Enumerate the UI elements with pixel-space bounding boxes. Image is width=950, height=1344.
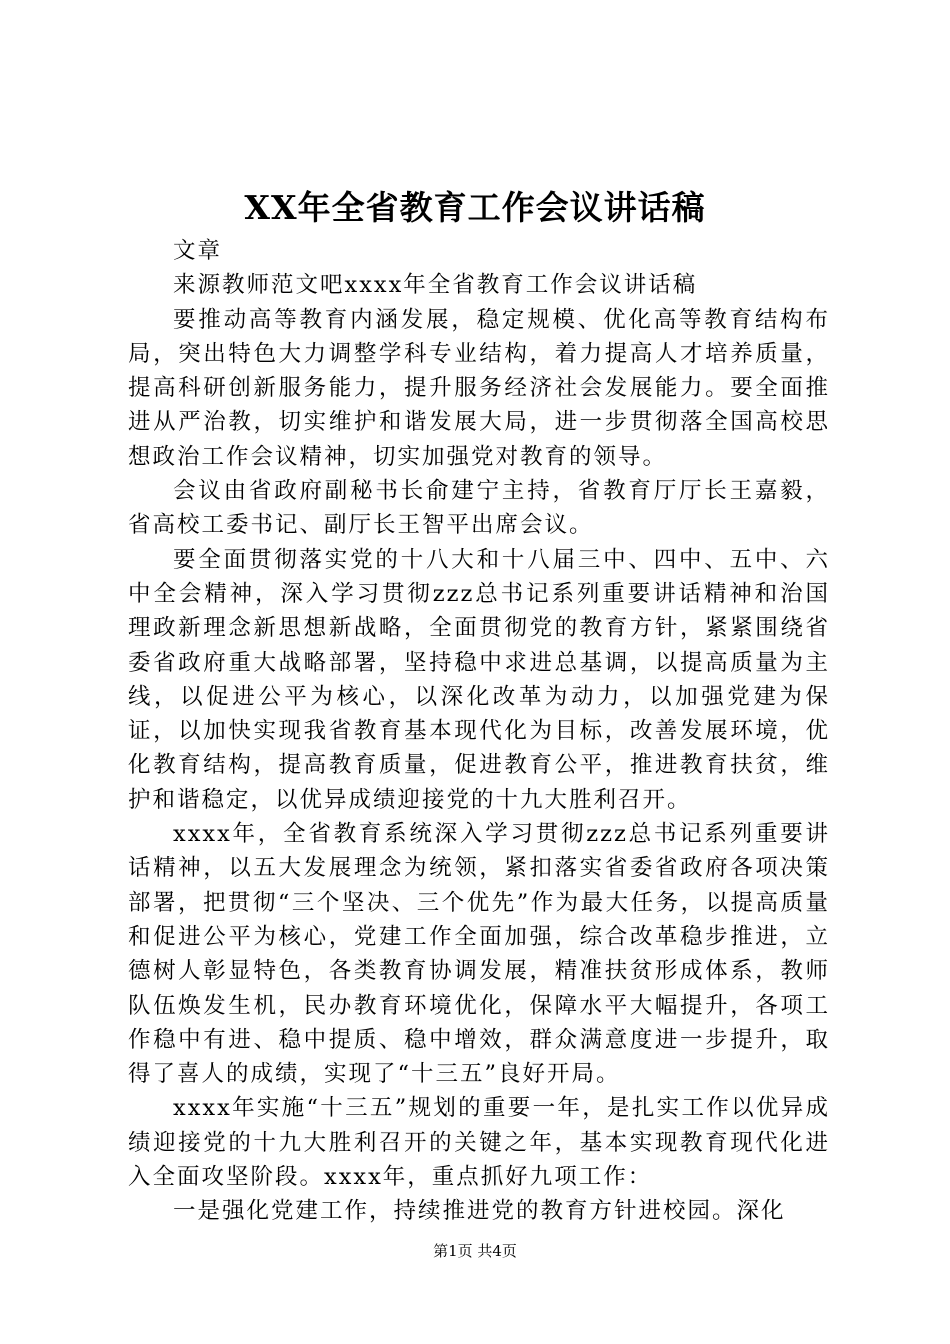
paragraph-achievements: xxxx年，全省教育系统深入学习贯彻zzz总书记系列重要讲话精神，以五大发展理念为统领，紧扣落实省委省政府各项决策部署，把贯彻“三个坚决、三个优先”作为最大任务，以提高质量和促进公平为核心，党建工作全面加强，综合改革稳步推进，立德树人彰显特色，各类教育协调发展，精准扶贫形成体系，教师队伍焕发生机，民办教育环境优化，保障水平大幅提升，各项工作稳中有进、稳中提质、稳中增效，群众满意度进一步提升，取得了喜人的成绩，实现了“十三五”良好开局。 xyxy=(128,821,830,1088)
paragraph-higher-education: 要推动高等教育内涵发展，稳定规模、优化高等教育结构布局，突出特色大力调整学科专业结构，着力提高人才培养质量，提高科研创新服务能力，提升服务经济社会发展能力。要全面推进从严治教，切实维护和谐发展大局，进一步贯彻落全国高校思想政治工作会议精神，切实加强党对教育的领导。 xyxy=(128,306,830,470)
paragraph-task-one: 一是强化党建工作，持续推进党的教育方针进校园。深化 xyxy=(173,1198,786,1225)
page-footer: 第1页 共4页 xyxy=(433,1242,517,1260)
document-body xyxy=(128,234,830,1229)
document-title: XX年全省教育工作会议讲话稿 xyxy=(244,188,706,227)
paragraph-meeting-host: 会议由省政府副秘书长俞建宁主持，省教育厅厅长王嘉毅，省高校工委书记、副厅长王智平出席会议。 xyxy=(128,478,830,539)
paragraph-source-label: 文章 xyxy=(173,238,223,264)
paragraph-key-year: xxxx年实施“十三五”规划的重要一年，是扎实工作以优异成绩迎接党的十九大胜利召开的关键之年，基本实现教育现代化进入全面攻坚阶段。xxxx年，重点抓好九项工作： xyxy=(128,1095,830,1191)
paragraph-guiding-principles: 要全面贯彻落实党的十八大和十八届三中、四中、五中、六中全会精神，深入学习贯彻zzz总书记系列重要讲话精神和治国理政新理念新思想新战略，全面贯彻党的教育方针，紧紧围绕省委省政府重大战略部署，坚持稳中求进总基调，以提高质量为主线，以促进公平为核心，以深化改革为动力，以加强党建为保证，以加快实现我省教育基本现代化为目标，改善发展环境，优化教育结构，提高教育质量，促进教育公平，推进教育扶贫，维护和谐稳定，以优异成绩迎接党的十九大胜利召开。 xyxy=(128,546,830,813)
paragraph-source-line: 来源教师范文吧xxxx年全省教育工作会议讲话稿 xyxy=(173,272,698,299)
